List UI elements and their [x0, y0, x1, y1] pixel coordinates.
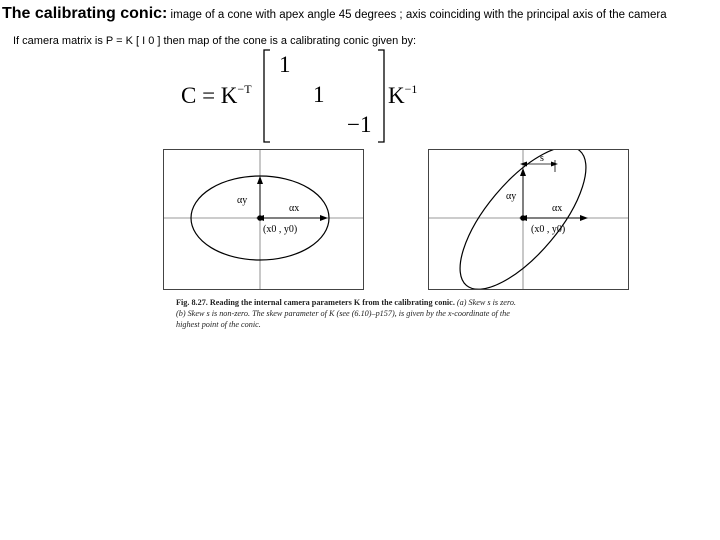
caption-line-1: [176, 297, 556, 308]
caption-line-2: (b) Skew s is non-zero. The skew parameter of K (see (6.10)–p157), is given by the x-coordinate of the: [176, 309, 510, 318]
equation-rhs-text: K: [388, 83, 405, 108]
label-skew: s: [540, 153, 544, 164]
title-bold: The calibrating conic:: [2, 5, 168, 22]
label-alpha-y: αy: [506, 191, 517, 202]
matrix-entry-22: 1: [313, 82, 325, 107]
title-rest: image of a cone with apex angle 45 degrees ; axis coinciding with the principal axis of the camera: [167, 9, 667, 21]
slide-subtitle: If camera matrix is P = K [ I 0 ] then map of the cone is a calibrating conic given by:: [13, 35, 417, 47]
figure-zero-skew: [163, 149, 364, 290]
label-alpha-x: αx: [552, 203, 563, 214]
caption-fig-label: Fig. 8.27.: [176, 298, 208, 307]
figure-caption: [176, 297, 556, 330]
matrix-entry-33: −1: [347, 112, 372, 137]
equation-rhs: [388, 82, 417, 109]
matrix-entry-11: 1: [279, 52, 291, 77]
figure-nonzero-skew-drawing: [429, 150, 628, 289]
caption-line-3: highest point of the conic.: [176, 320, 261, 329]
equation-lhs-text: C = K: [181, 83, 238, 108]
slide-title: [2, 5, 667, 23]
figure-nonzero-skew: [428, 149, 629, 290]
label-alpha-x: αx: [289, 203, 300, 214]
label-principal-point: (x0 , y0): [263, 224, 298, 235]
equation-rhs-sup: −1: [404, 82, 418, 96]
label-alpha-y: αy: [237, 195, 248, 206]
caption-bold-part: Reading the internal camera parameters K from the calibrating conic.: [209, 298, 455, 307]
figure-zero-skew-drawing: [164, 150, 363, 289]
caption-line1-rest: (a) Skew s is zero.: [454, 298, 516, 307]
label-principal-point: (x0 , y0): [531, 224, 566, 235]
equation-lhs-sup: −T: [237, 82, 252, 96]
equation-lhs: [181, 82, 252, 109]
